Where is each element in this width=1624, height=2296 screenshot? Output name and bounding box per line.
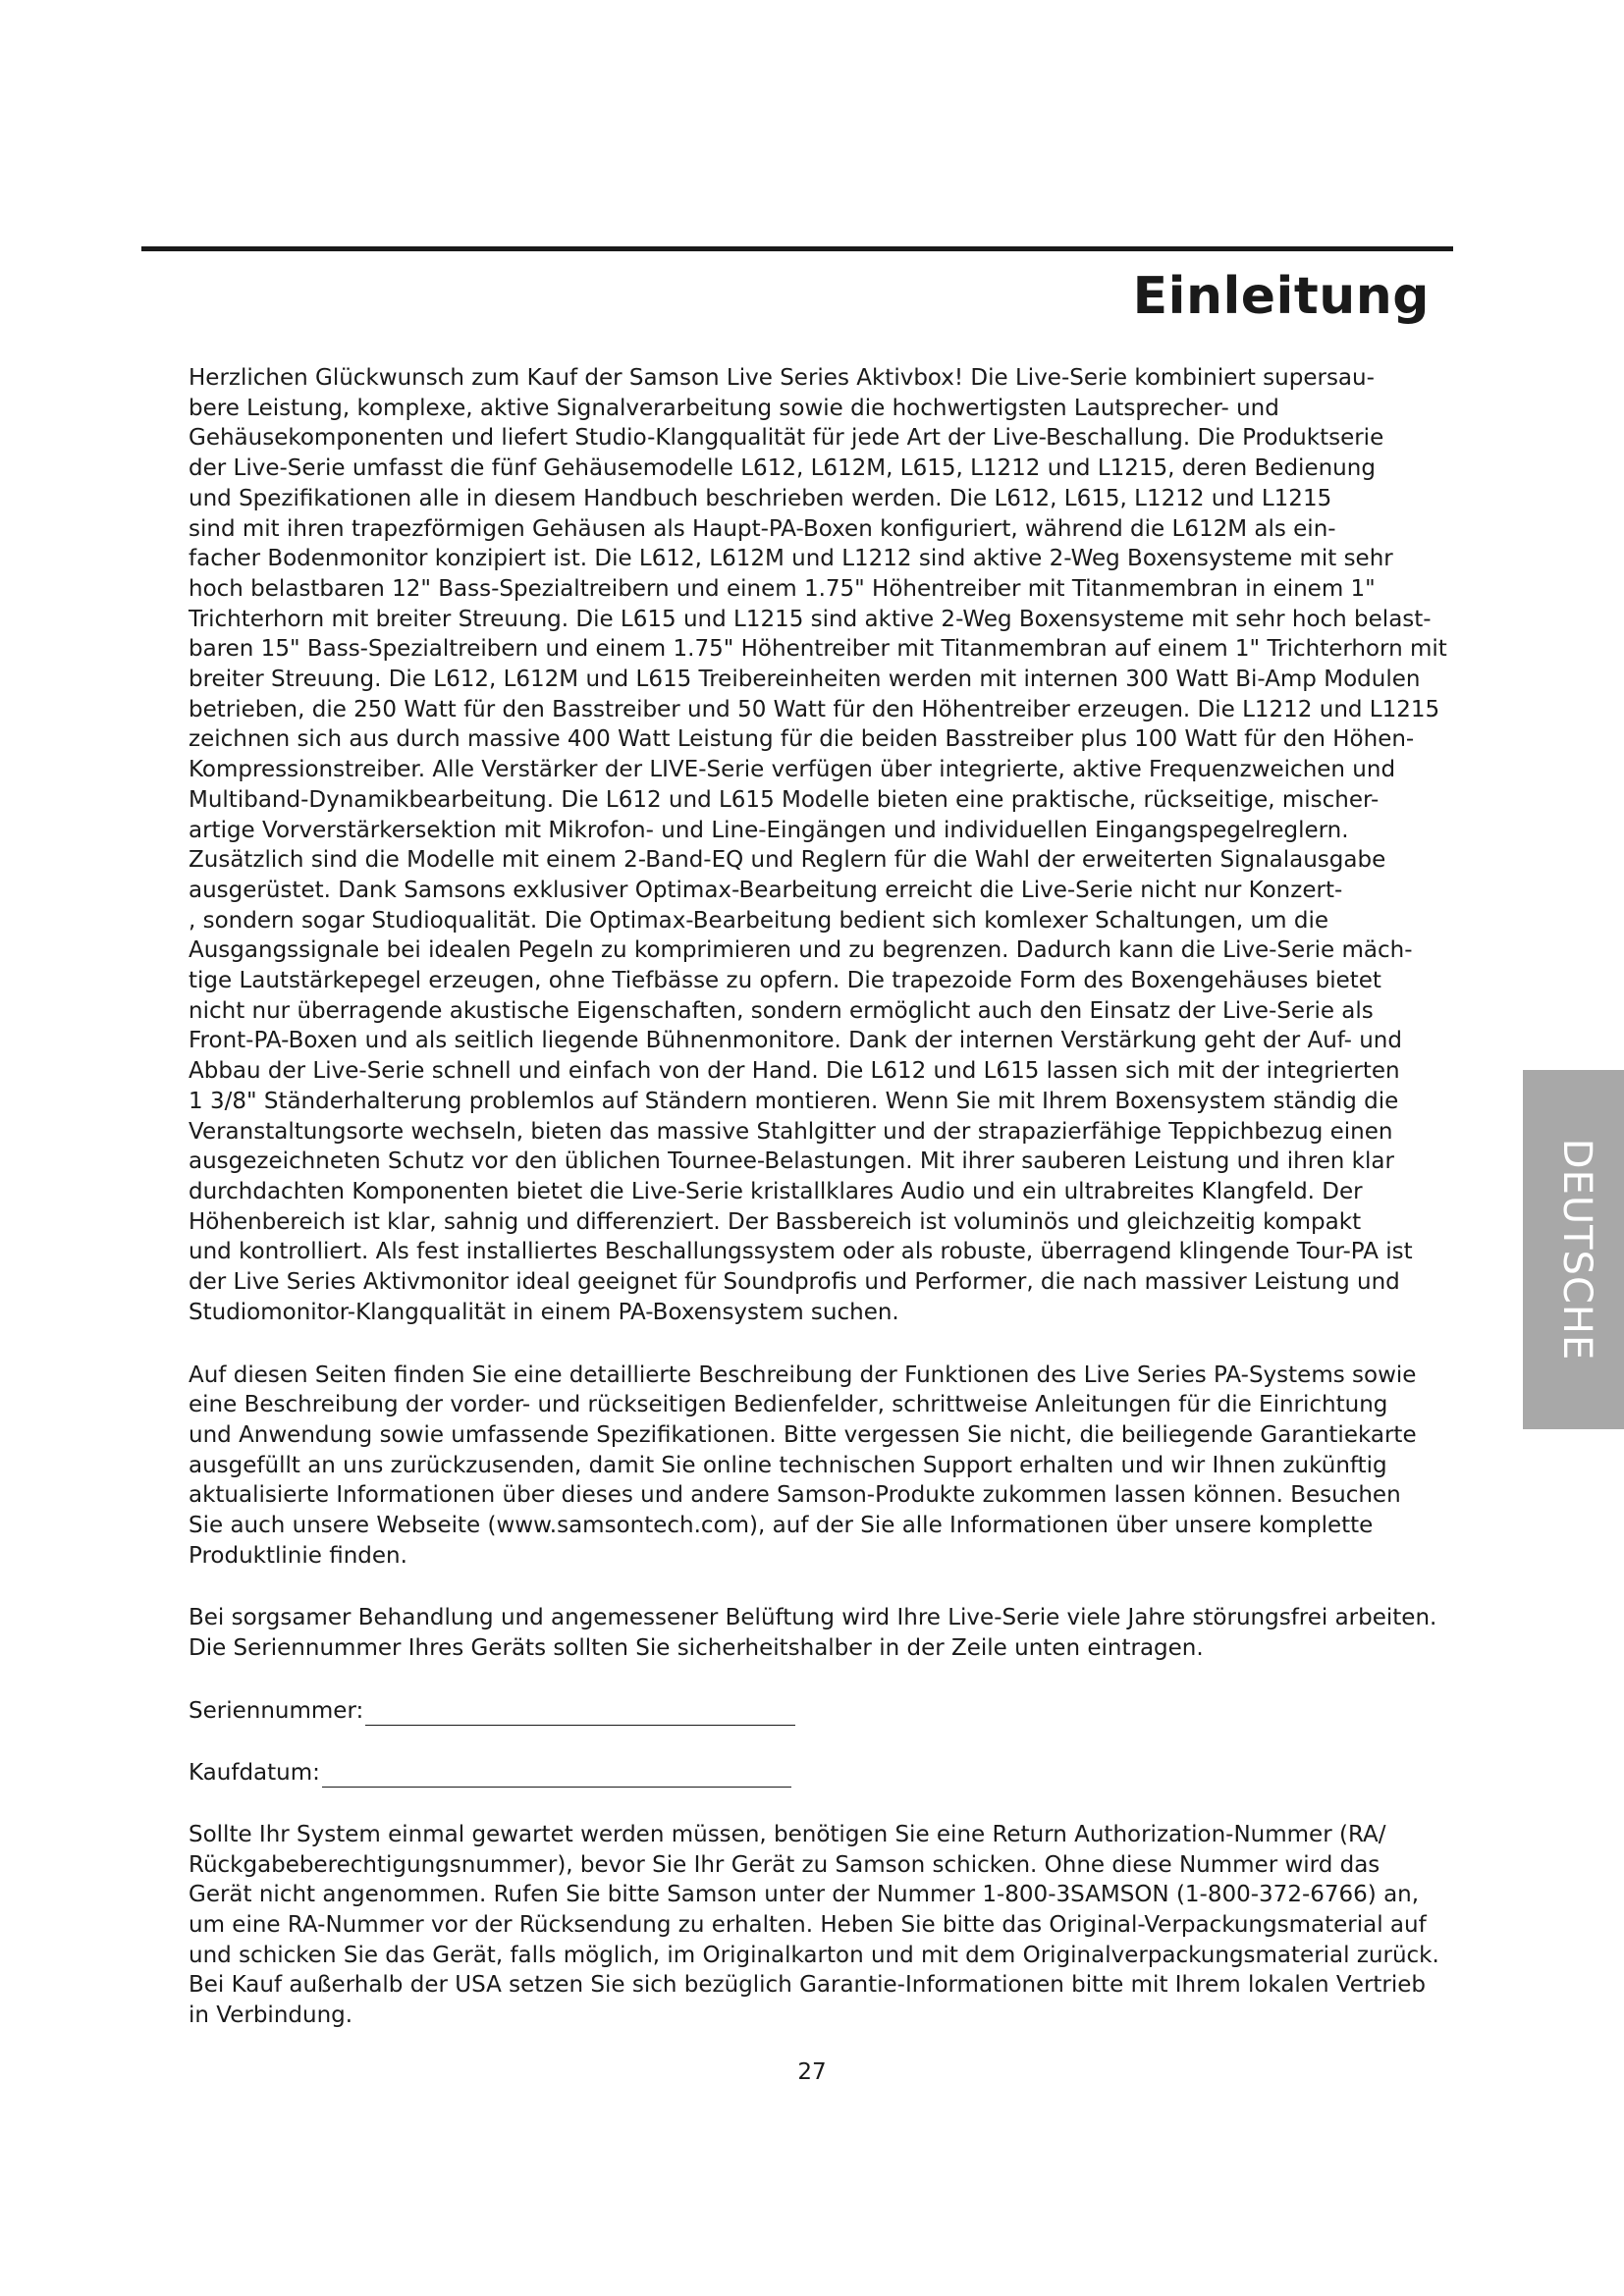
language-side-tab-label: DEUTSCHE (1554, 1138, 1599, 1362)
purchase-date-field (189, 1758, 1465, 1788)
main-content (189, 363, 1465, 2031)
serial-number-label: Seriennummer: (189, 1697, 364, 1724)
intro-paragraph: Herzlichen Glückwunsch zum Kauf der Samson Live Series Aktivbox! Die Live-Serie kombiniert supersau- bere Leistung, komplexe, aktive Signalverarbeitung sowie die hochwertigsten Lautsprecher- und Gehäusekomponenten und liefert Studio-Klangqualität für jede Art der Live-Beschallung. Die Produktserie der Live-Serie umfasst die fünf Gehäusemodelle L612, L612M, L615, L1212 und L1215, deren Bedienung und Spezifikationen alle in diesem Handbuch beschrieben werden. Die L612, L615, L1212 und L1215 sind mit ihren trapezförmigen Gehäusen als Haupt-PA-Boxen konfiguriert, während die L612M als ein- facher Bodenmonitor konzipiert ist. Die L612, L612M und L1212 sind aktive 2-Weg Boxensysteme mit sehr hoch belastbaren 12" Bass-Spezialtreibern und einem 1.75" Höhentreiber mit Titanmembran in einem 1" Trichterhorn mit breiter Streuung. Die L615 und L1215 sind aktive 2-Weg Boxensysteme mit sehr hoch belast- baren 15" Bass-Spezialtreibern und einem 1.75" Höhentreiber mit Titanmembran auf einem 1" Trichterhorn mit breiter Streuung. Die L612, L612M und L615 Treibereinheiten werden mit internen 300 Watt Bi-Amp Modulen betrieben, die 250 Watt für den Basstreiber und 50 Watt für den Höhentreiber erzeugen. Die L1212 und L1215 zeichnen sich aus durch massive 400 Watt Leistung für die beiden Basstreiber plus 100 Watt für den Höhen- Kompressionstreiber. Alle Verstärker der LIVE-Serie verfügen über integrierte, aktive Frequenzweichen und Multiband-Dynamikbearbeitung. Die L612 und L615 Modelle bieten eine praktische, rückseitige, mischer- artige Vorverstärkersektion mit Mikrofon- und Line-Eingängen und individuellen Eingangspegelreglern. Zusätzlich sind die Modelle mit einem 2-Band-EQ und Reglern für die Wahl der erweiterten Signalausgabe ausgerüstet. Dank Samsons exklusiver Optimax-Bearbeitung erreicht die Live-Serie nicht nur Konzert- , sondern sogar Studioqualität. Die Optimax-Bearbeitung bedient sich komlexer Schaltungen, um die Ausgangssignale bei idealen Pegeln zu komprimieren und zu begrenzen. Dadurch kann die Live-Serie mäch- tige Lautstärkepegel erzeugen, ohne Tiefbässe zu opfern. Die trapezoide Form des Boxengehäuses bietet nicht nur überragende akustische Eigenschaften, sondern ermöglicht auch den Einsatz der Live-Serie als Front-PA-Boxen und als seitlich liegende Bühnenmonitore. Dank der internen Verstärkung geht der Auf- und Abbau der Live-Serie schnell und einfach von der Hand. Die L612 und L615 lassen sich mit der integrierten 1 3/8" Ständerhalterung problemlos auf Ständern montieren. Wenn Sie mit Ihrem Boxensystem ständig die Veranstaltungsorte wechseln, bieten das massive Stahlgitter und der strapazierfähige Teppichbezug einen ausgezeichneten Schutz vor den üblichen Tournee-Belastungen. Mit ihrer sauberen Leistung und ihren klar durchdachten Komponenten bietet die Live-Serie kristallklares Audio und ein ultrabreites Klangfeld. Der Höhenbereich ist klar, sahnig und differenziert. Der Bassbereich ist voluminös und gleichzeitig kompakt und kontrolliert. Als fest installiertes Beschallungssystem oder als robuste, überragend klingende Tour-PA ist der Live Series Aktivmonitor ideal geeignet für Soundprofis und Performer, die nach massiver Leistung und Studiomonitor-Klangqualität in einem PA-Boxensystem suchen. (189, 365, 1447, 1325)
care-paragraph: Bei sorgsamer Behandlung und angemessener Belüftung wird Ihre Live-Serie viele Jahre störungsfrei arbeiten. Die Seriennummer Ihres Geräts sollten Sie sicherheitshalber in der Zeile unten eintragen. (189, 1605, 1437, 1662)
serial-number-line (365, 1703, 795, 1726)
header-rule (141, 246, 1453, 251)
page-title: Einleitung (1132, 267, 1430, 326)
page-number: 27 (797, 2059, 827, 2085)
features-paragraph: Auf diesen Seiten finden Sie eine detaillierte Beschreibung der Funktionen des Live Series PA-Systems sowie eine Beschreibung der vorder- und rückseitigen Bedienfelder, schrittweise Anleitungen für die Einrichtung und Anwendung sowie umfassende Spezifikationen. Bitte vergessen Sie nicht, die beiliegende Garantiekarte ausgefüllt an uns zurückzusenden, damit Sie online technischen Support erhalten und wir Ihnen zukünftig aktualisierte Informationen über dieses und andere Samson-Produkte zukommen lassen können. Besuchen Sie auch unsere Webseite (www.samsontech.com), auf der Sie alle Informationen über unsere komplette Produktlinie finden. (189, 1362, 1417, 1569)
language-side-tab (1523, 1070, 1624, 1429)
serial-number-field (189, 1696, 1465, 1726)
purchase-date-line (322, 1765, 791, 1788)
service-paragraph: Sollte Ihr System einmal gewartet werden müssen, benötigen Sie eine Return Authorization-Nummer (RA/ Rückgabeberechtigungsnummer), bevor Sie Ihr Gerät zu Samson schicken. Ohne diese Nummer wird das Gerät nicht angenommen. Rufen Sie bitte Samson unter der Nummer 1-800-3SAMSON (1-800-372-6766) an, um eine RA-Nummer vor der Rücksendung zu erhalten. Heben Sie bitte das Original-Verpackungsmaterial auf und schicken Sie das Gerät, falls möglich, im Originalkarton und mit dem Originalverpackungsmaterial zurück. Bei Kauf außerhalb der USA setzen Sie sich bezüglich Garantie-Informationen bitte mit Ihrem lokalen Vertrieb in Verbindung. (189, 1821, 1439, 2029)
purchase-date-label: Kaufdatum: (189, 1759, 320, 1786)
